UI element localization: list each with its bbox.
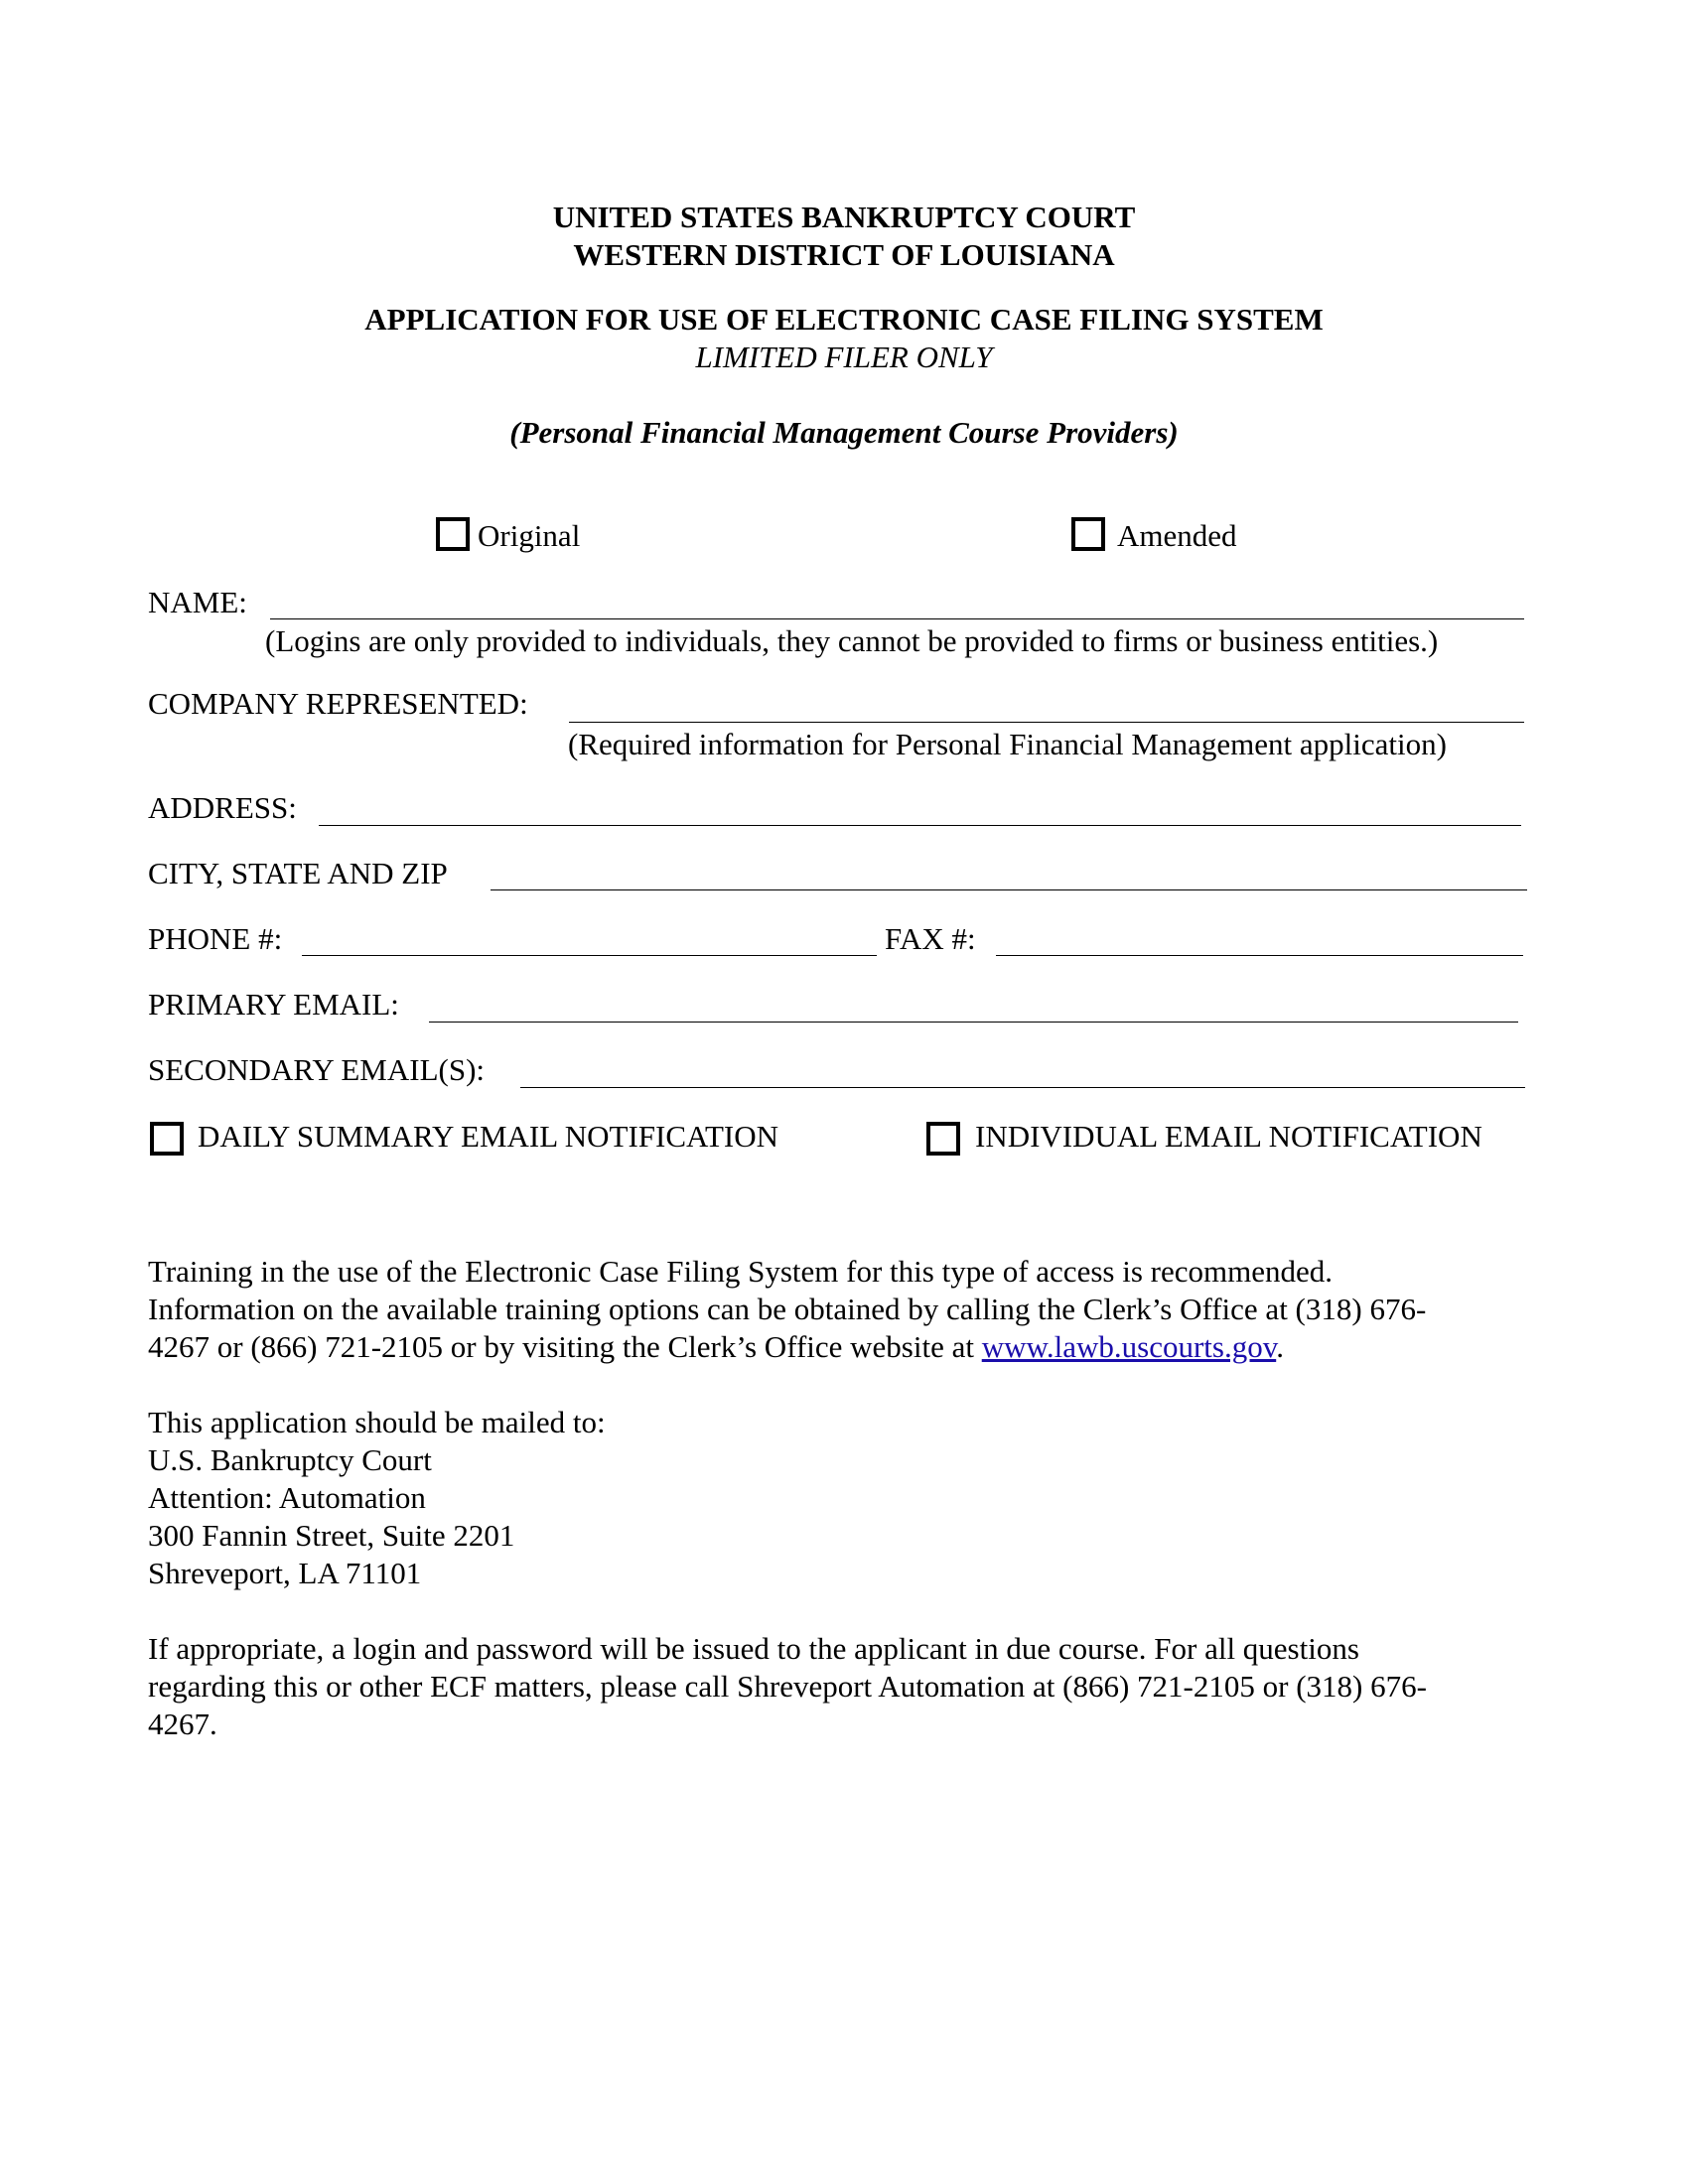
primary-email-label: PRIMARY EMAIL: xyxy=(148,987,399,1022)
name-label: NAME: xyxy=(148,585,247,619)
name-note: (Logins are only provided to individuals, they cannot be provided to firms or business entities.) xyxy=(265,623,1439,658)
provider-note: (Personal Financial Management Course Providers) xyxy=(509,415,1179,450)
training-line-3-text: 4267 or (866) 721-2105 or by visiting the Clerk’s Office website at xyxy=(148,1329,982,1364)
address-input-line[interactable] xyxy=(319,825,1521,826)
primary-email-input-line[interactable] xyxy=(429,1022,1518,1023)
mailing-intro: This application should be mailed to: xyxy=(148,1405,606,1439)
phone-input-line[interactable] xyxy=(302,955,877,956)
company-input-line[interactable] xyxy=(569,722,1524,723)
address-label: ADDRESS: xyxy=(148,790,297,825)
closing-line-2: regarding this or other ECF matters, please call Shreveport Automation at (866) 721-2105 or (318) 676- xyxy=(148,1669,1427,1704)
name-input-line[interactable] xyxy=(270,618,1524,619)
fax-label: FAX #: xyxy=(885,921,976,956)
court-website-link[interactable]: www.lawb.uscourts.gov xyxy=(981,1329,1277,1364)
fax-input-line[interactable] xyxy=(996,955,1523,956)
training-line-1: Training in the use of the Electronic Case Filing System for this type of access is recommended. xyxy=(148,1254,1333,1289)
original-checkbox[interactable] xyxy=(436,517,470,551)
training-line-3 xyxy=(148,1328,1284,1366)
form-subtitle: LIMITED FILER ONLY xyxy=(695,340,993,374)
daily-summary-label: DAILY SUMMARY EMAIL NOTIFICATION xyxy=(198,1119,779,1154)
mailing-line-2: Attention: Automation xyxy=(148,1480,426,1515)
amended-checkbox[interactable] xyxy=(1071,517,1105,551)
court-name-line1: UNITED STATES BANKRUPTCY COURT xyxy=(552,200,1136,234)
secondary-email-input-line[interactable] xyxy=(520,1087,1525,1088)
daily-summary-checkbox[interactable] xyxy=(150,1122,184,1156)
individual-notification-label: INDIVIDUAL EMAIL NOTIFICATION xyxy=(975,1119,1482,1154)
mailing-line-4: Shreveport, LA 71101 xyxy=(148,1556,422,1590)
closing-line-1: If appropriate, a login and password will be issued to the applicant in due course. For all questions xyxy=(148,1631,1359,1666)
phone-label: PHONE #: xyxy=(148,921,283,956)
mailing-line-3: 300 Fannin Street, Suite 2201 xyxy=(148,1518,515,1553)
mailing-line-1: U.S. Bankruptcy Court xyxy=(148,1442,432,1477)
city-state-zip-label: CITY, STATE AND ZIP xyxy=(148,856,448,890)
individual-notification-checkbox[interactable] xyxy=(926,1122,960,1156)
form-title: APPLICATION FOR USE OF ELECTRONIC CASE FILING SYSTEM xyxy=(364,302,1324,337)
secondary-email-label: SECONDARY EMAIL(S): xyxy=(148,1052,486,1087)
company-label: COMPANY REPRESENTED: xyxy=(148,686,528,721)
city-state-zip-input-line[interactable] xyxy=(491,889,1527,890)
court-name-line2: WESTERN DISTRICT OF LOUISIANA xyxy=(573,237,1115,272)
closing-line-3: 4267. xyxy=(148,1706,217,1741)
training-line-3-end: . xyxy=(1276,1329,1284,1364)
company-note: (Required information for Personal Financial Management application) xyxy=(568,727,1447,761)
amended-label: Amended xyxy=(1117,518,1237,553)
original-label: Original xyxy=(478,518,581,553)
training-line-2: Information on the available training options can be obtained by calling the Clerk’s Office at (318) 676- xyxy=(148,1292,1427,1326)
